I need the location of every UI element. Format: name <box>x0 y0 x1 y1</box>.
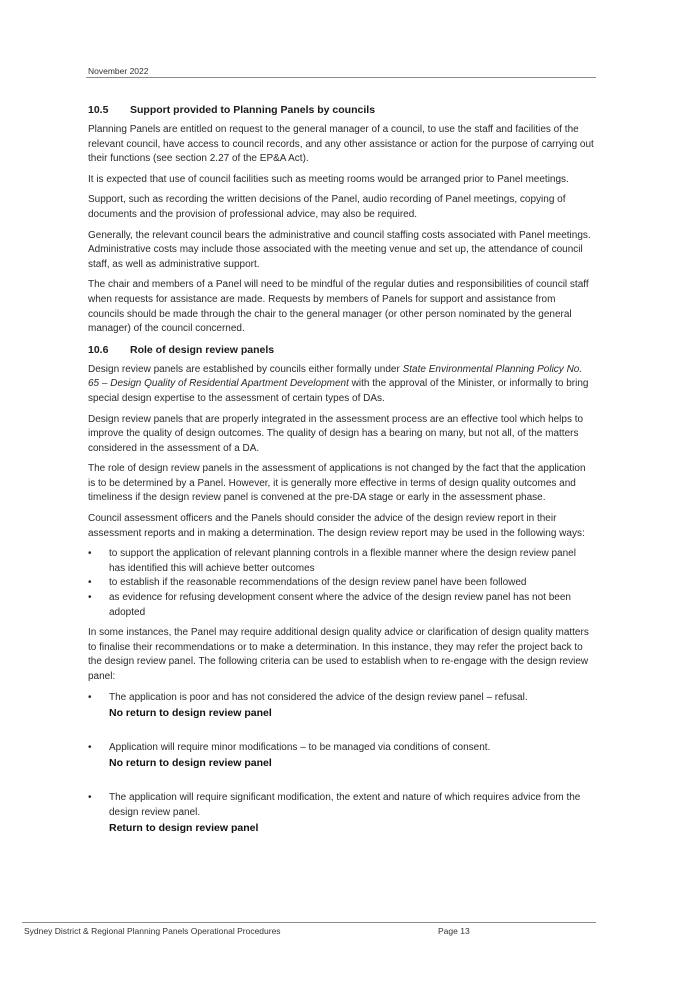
section-title: Support provided to Planning Panels by councils <box>130 104 376 116</box>
usage-list <box>88 547 594 620</box>
section-number: 10.5 <box>88 104 109 116</box>
criteria-text: The application will require significant modification, the extent and nature of which requires advice from the design review panel. <box>109 791 581 818</box>
paragraph: Planning Panels are entitled on request to the general manager of a council, to use the staff and facilities of the relevant council, have access to council records, and any other assistance or action for the purpose of carrying out their functions (see section 2.27 of the EP&A Act). <box>88 124 594 165</box>
criteria-item <box>88 691 594 721</box>
criteria-text: The application is poor and has not considered the advice of the design review panel – refusal. <box>109 691 528 703</box>
footer-divider <box>22 922 596 923</box>
list-item: • to support the application of relevant planning controls in a flexible manner where the design review panel has identified this will achieve better outcomes <box>88 547 594 576</box>
paragraph: In some instances, the Panel may require additional design quality advice or clarification of design quality matters to finalise their recommendations or to make a determination. In this instance, they may refer the project back to the design review panel. The following criteria can be used to establish when to re-engage with the design review panel: <box>88 627 589 682</box>
section-10-6-heading <box>88 343 594 357</box>
criteria-item <box>88 791 594 836</box>
policy-title: State Environmental Planning Policy No. 65 – Design Quality of Residential Apartment Development <box>88 363 583 390</box>
criteria-list <box>88 691 594 836</box>
criteria-outcome: No return to design review panel <box>109 707 272 720</box>
criteria-outcome: No return to design review panel <box>109 757 272 770</box>
intro-text: Design review panels are established by councils either formally under <box>88 363 403 375</box>
paragraph: The chair and members of a Panel will need to be mindful of the regular duties and responsibilities of council staff when requests for assistance are made. Requests by members of Panels for support and assistance from councils should be made through the chair to the general manager (or other person nominated by the general manager) of the council concerned. <box>88 279 589 335</box>
criteria-outcome: Return to design review panel <box>109 822 259 835</box>
section-number: 10.6 <box>88 343 109 356</box>
header-date: November 2022 <box>88 66 149 76</box>
document-body <box>88 103 594 856</box>
list-item: • as evidence for refusing development consent where the advice of the design review panel has not been adopted <box>88 591 594 620</box>
criteria-item <box>88 741 594 771</box>
paragraph-intro <box>88 363 594 407</box>
paragraph: Council assessment officers and the Panels should consider the advice of the design review report in their assessment reports and in making a determination. The design review report may be used in the following ways: <box>88 513 585 539</box>
footer-document-title: Sydney District & Regional Planning Panels Operational Procedures <box>24 926 281 936</box>
paragraph: Support, such as recording the written decisions of the Panel, audio recording of Panel meetings, copying of documents and the provision of professional advice, may also be required. <box>88 194 566 220</box>
intro-text: with the approval of the Minister, or informally to bring special design expertise to the assessment of certain types of DAs. <box>88 378 589 404</box>
paragraph: The role of design review panels in the assessment of applications is not changed by the fact that the application is to be determined by a Panel. However, it is generally more effective in terms of design quality outcomes and timeliness if the design review panel is convened at the pre-DA stage or early in the assessment phase. <box>88 463 586 504</box>
paragraph: Generally, the relevant council bears the administrative and council staffing costs associated with Panel meetings. Administrative costs may include those associated with the meeting venue and set up, the attendance of council staff, as well as administrative support. <box>88 229 591 270</box>
section-title: Role of design review panels <box>130 343 275 356</box>
list-item: • to establish if the reasonable recommendations of the design review panel have been followed <box>88 576 594 591</box>
paragraph: Design review panels that are properly integrated in the assessment process are an effective tool which helps to improve the quality of design outcomes. The quality of design has a bearing on many, but not all, of the matters considered in the assessment of a DA. <box>88 413 584 454</box>
header-divider <box>86 77 596 78</box>
paragraph: It is expected that use of council facilities such as meeting rooms would be arranged prior to Panel meetings. <box>88 173 569 185</box>
page-number: Page 13 <box>438 926 470 936</box>
section-10-5-heading <box>88 103 594 117</box>
criteria-text: Application will require minor modifications – to be managed via conditions of consent. <box>109 741 491 753</box>
